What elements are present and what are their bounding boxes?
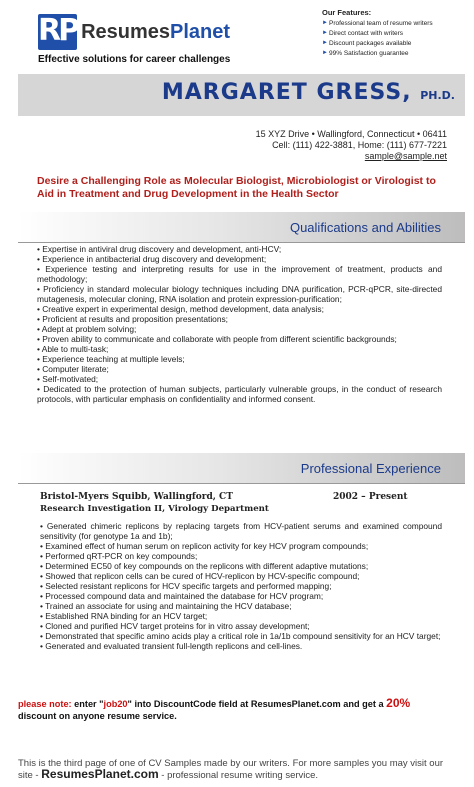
list-item: • Generated and evaluated transient full-length replicons and cell-lines. xyxy=(40,641,303,651)
logo-tagline: Effective solutions for career challenges xyxy=(38,54,231,65)
list-item: • Adept at problem solving; xyxy=(37,324,137,334)
candidate-name: MARGARET GRESS, PH.D. xyxy=(161,80,455,105)
objective-statement: Desire a Challenging Role as Molecular Biologist, Microbiologist or Virologist to Aid in Treatment and Drug Development in the Health Sector xyxy=(37,175,436,200)
arrow-right-icon: ► xyxy=(322,40,328,46)
contact-info xyxy=(256,129,447,162)
list-item: • Processed compound data and maintained the database for HCV program; xyxy=(40,591,324,601)
logo-wordmark-resumes: Resumes xyxy=(81,21,171,43)
promo-note: please note: enter "job20" into DiscountCode field at ResumesPlanet.com and get a 20% discount on anyone resume service. xyxy=(18,696,411,721)
list-item: • Dedicated to the protection of human subjects, particularly vulnerable groups, in the conduct of research protocols, with particular emphasis on confidentiality and informed consent. xyxy=(37,384,442,404)
list-item: • Proven ability to communicate and collaborate with people from different scientific backgrounds; xyxy=(37,334,397,344)
footer-note: This is the third page of one of CV Samples made by our writers. For more samples you may visit our site - ResumesPlanet.com - professional resume writing service. xyxy=(18,758,444,781)
list-item: • Examined effect of human serum on replicon activity for key HCV program compounds; xyxy=(40,541,369,551)
list-item: • Experience testing and interpreting results for use in the improvement of treatment, products and methodology; xyxy=(37,264,442,284)
section-header-experience xyxy=(18,453,465,483)
logo-mark: RP xyxy=(38,13,78,48)
list-item: • Generated chimeric replicons by replacing targets from HCV-patient serums and examined compound sensitivity (for genotype 1a and 1b); xyxy=(40,521,442,541)
contact-phones: Cell: (111) 422-3881, Home: (111) 677-7221 xyxy=(272,140,447,150)
list-item: • Performed qRT-PCR on key compounds; xyxy=(40,551,198,561)
promo-label: please note: xyxy=(18,699,72,709)
company-name: Bristol-Myers Squibb, Wallingford, CT xyxy=(40,492,233,502)
list-item: • Showed that replicon cells can be cured of HCV-replicon by HCV-specific compound; xyxy=(40,571,360,581)
features-box xyxy=(322,8,472,60)
list-item: • Trained an associate for using and maintaining the HCV database; xyxy=(40,601,292,611)
list-item: • Experience in antibacterial drug discovery and development; xyxy=(37,254,267,264)
section-divider xyxy=(18,483,465,484)
features-list xyxy=(322,20,472,57)
feature-item: ► Direct contact with writers xyxy=(322,30,404,37)
list-item: • Self-motivated; xyxy=(37,374,99,384)
feature-item: ► 99% Satisfaction guarantee xyxy=(322,50,409,57)
promo-percent: 20% xyxy=(386,696,411,710)
list-item: • Expertise in antiviral drug discovery and development, anti-HCV; xyxy=(37,244,282,254)
list-item: • Proficiency in standard molecular biology techniques including DNA purification, PCR-qPCR, site-directed mutagenesis, molecular cloning, RNA isolation and protein expression-purification; xyxy=(37,284,442,304)
section-title: Professional Experience xyxy=(300,461,441,476)
section-title: Qualifications and Abilities xyxy=(289,220,441,235)
features-title: Our Features: xyxy=(322,8,372,17)
job-company xyxy=(40,492,445,502)
section-divider xyxy=(18,242,465,243)
list-item: • Creative expert in experimental design, method development, data analysis; xyxy=(37,304,324,314)
contact-address: 15 XYZ Drive • Wallingford, Connecticut • 06411 xyxy=(255,129,447,139)
list-item: • Experience teaching at multiple levels; xyxy=(37,354,185,364)
list-item: • Proficient at results and proposition presentations; xyxy=(37,314,229,324)
feature-item: ► Professional team of resume writers xyxy=(322,20,433,27)
qualifications-list xyxy=(37,244,442,404)
list-item: • Computer literate; xyxy=(37,364,109,374)
logo-wordmark xyxy=(81,20,230,44)
arrow-right-icon: ► xyxy=(322,20,328,26)
logo-wordmark-planet: Planet xyxy=(170,21,231,43)
job-dates: 2002 – Present xyxy=(333,492,408,502)
section-header-qualifications xyxy=(18,212,465,242)
experience-list xyxy=(40,521,442,651)
list-item: • Selected resistant replicons for HCV specific targets and performed mapping; xyxy=(40,581,332,591)
promo-code: job20 xyxy=(103,699,128,709)
list-item: • Able to multi-task; xyxy=(37,344,109,354)
contact-email[interactable]: sample@sample.net xyxy=(364,151,447,161)
list-item: • Cloned and purified HCV target proteins for in vitro assay development; xyxy=(40,621,310,631)
list-item: • Demonstrated that specific amino acids play a critical role in 1a/1b compound sensitivity for an HCV target; xyxy=(40,631,441,641)
feature-item: ► Discount packages available xyxy=(322,40,412,47)
footer-site-link[interactable]: ResumesPlanet.com xyxy=(41,767,159,781)
list-item: • Determined EC50 of key compounds on the replicons with different adaptive mutations; xyxy=(40,561,369,571)
arrow-right-icon: ► xyxy=(322,30,328,36)
name-band xyxy=(18,74,465,116)
list-item: • Established RNA binding for an HCV target; xyxy=(40,611,208,621)
job-title: Research Investigation II, Virology Department xyxy=(40,504,269,514)
arrow-right-icon: ► xyxy=(322,50,328,56)
company-logo[interactable] xyxy=(38,13,231,65)
candidate-degree: PH.D. xyxy=(420,89,455,102)
